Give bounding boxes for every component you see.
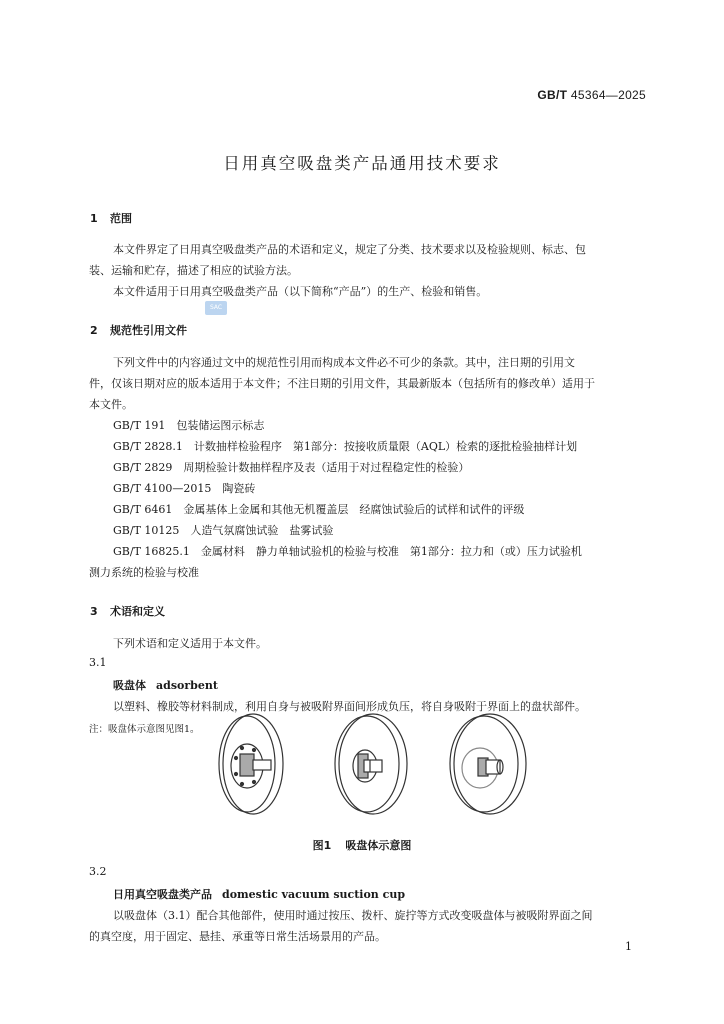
section-number: 3 [90,605,98,618]
reference-item: GB/T 191 包装储运图示标志 [113,419,265,432]
section-title: 规范性引用文件 [110,324,187,337]
term-heading [113,886,405,902]
figure-caption [0,837,724,853]
section-number: 1 [90,212,98,225]
suction-cup-illustration-3 [450,714,526,814]
section-number: 2 [90,324,98,337]
scope-paragraph-line-3: 本文件适用于日用真空吸盘类产品（以下简称“产品”）的生产、检验和销售。 [113,285,488,298]
reference-item: GB/T 6461 金属基体上金属和其他无机覆盖层 经腐蚀试验后的试样和试件的评级 [113,503,525,516]
suction-cup-illustration-2 [335,714,407,814]
scope-paragraph-line-1: 本文件界定了日用真空吸盘类产品的术语和定义，规定了分类、技术要求以及检验规则、标志、包 [113,243,586,256]
term-chinese: 吸盘体 [113,679,146,692]
refs-intro-line-1: 下列文件中的内容通过文中的规范性引用而构成本文件必不可少的条款。其中，注日期的引用文 [113,356,575,369]
suction-cup-illustration-1 [219,714,283,814]
term-chinese: 日用真空吸盘类产品 [113,888,212,901]
term-definition-line-1: 以吸盘体（3.1）配合其他部件，使用时通过按压、拨杆、旋拧等方式改变吸盘体与被吸附界面之间 [113,909,593,922]
term-definition: 以塑料、橡胶等材料制成，利用自身与被吸附界面间形成负压，将自身吸附于界面上的盘状部件。 [113,700,586,713]
term-number: 3.2 [89,865,107,878]
standard-code [537,88,646,102]
reference-item: GB/T 2828.1 计数抽样检验程序 第1部分：按接收质量限（AQL）检索的逐批检验抽样计划 [113,440,578,453]
terms-intro: 下列术语和定义适用于本文件。 [113,637,267,650]
reference-item: GB/T 4100—2015 陶瓷砖 [113,482,256,495]
term-definition-line-2: 的真空度，用于固定、悬挂、承重等日常生活场景用的产品。 [89,930,386,943]
figure-label: 图1 [312,839,332,852]
section-2-heading [90,322,187,338]
page-number: 1 [625,940,632,953]
section-1-heading [90,210,132,226]
section-title: 范围 [110,212,132,225]
scope-paragraph-line-2: 装、运输和贮存，描述了相应的试验方法。 [89,264,298,277]
document-title: 日用真空吸盘类产品通用技术要求 [223,154,501,173]
reference-item-continuation: 测力系统的检验与校准 [89,566,199,579]
term-english: domestic vacuum suction cup [222,888,406,901]
refs-intro-line-2: 件，仅该日期对应的版本适用于本文件；不注日期的引用文件，其最新版本（包括所有的修改单）适用于 [89,377,595,390]
term-heading [113,677,218,693]
refs-intro-line-3: 本文件。 [89,398,133,411]
figure-caption-text: 吸盘体示意图 [345,839,412,852]
standard-number: 45364—2025 [570,88,646,102]
term-note: 注：吸盘体示意图见图1。 [89,724,200,735]
section-title: 术语和定义 [110,605,165,618]
reference-item: GB/T 10125 人造气氛腐蚀试验 盐雾试验 [113,524,334,537]
term-number: 3.1 [89,656,107,669]
sac-watermark: SAC [205,301,227,315]
standard-prefix: GB/T [537,88,568,102]
reference-item: GB/T 2829 周期检验计数抽样程序及表（适用于对过程稳定性的检验） [113,461,470,474]
suction-cup-figure [200,712,530,820]
section-3-heading [90,603,165,619]
term-english: adsorbent [156,679,218,692]
reference-item: GB/T 16825.1 金属材料 静力单轴试验机的检验与校准 第1部分：拉力和（或）压力试验机 [113,545,582,558]
